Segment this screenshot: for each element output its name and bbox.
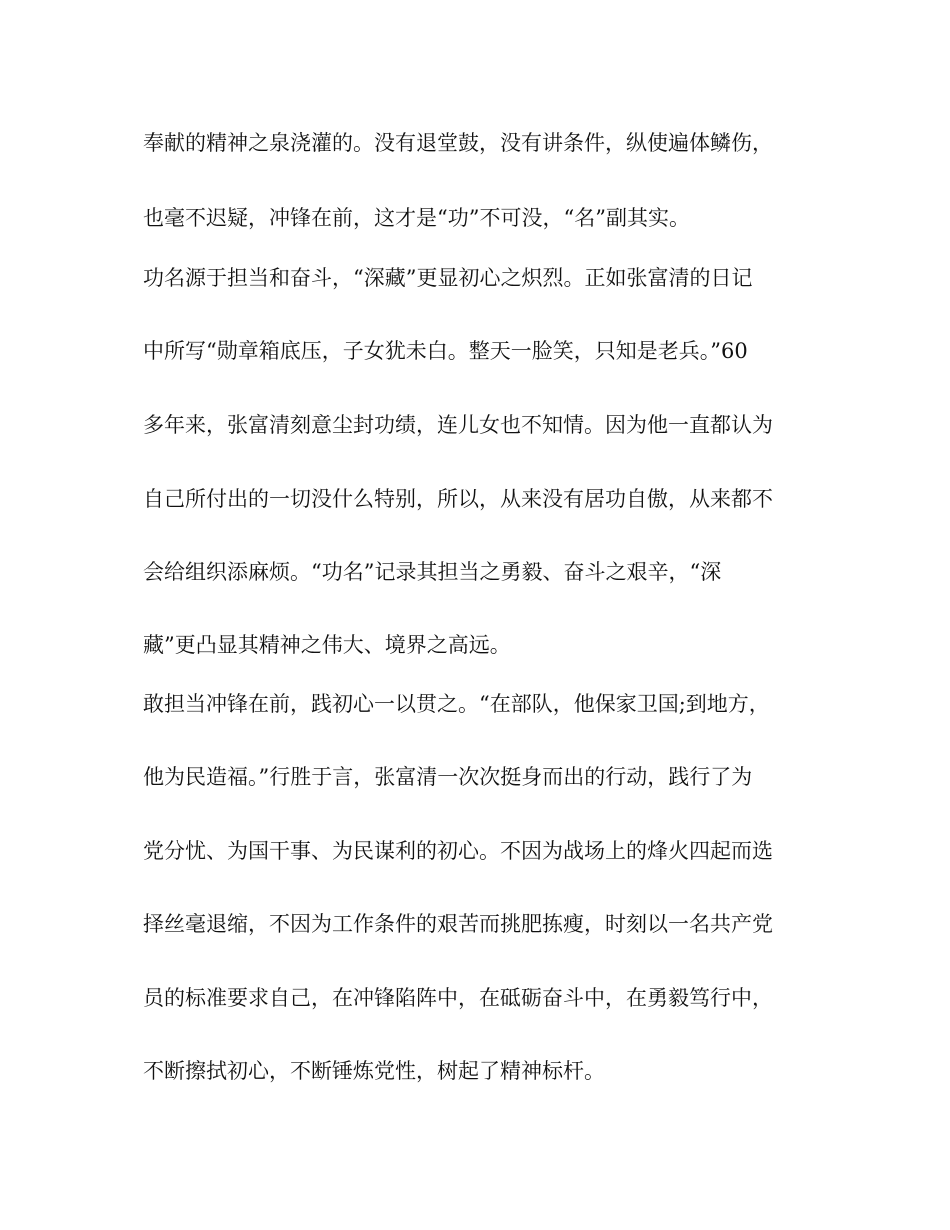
text-line-14: 不断擦拭初心，不断锤炼党性，树起了精神标杆。 (143, 1059, 605, 1083)
text-line-10: 他为民造福。”行胜于言，张富清一次次挺身而出的行动，践行了为 (143, 765, 753, 789)
text-line-9: 敢担当冲锋在前，践初心一以贯之。“在部队，他保家卫国;到地方， (143, 692, 770, 716)
text-line-11: 党分忧、为国干事、为民谋利的初心。不因为战场上的烽火四起而选 (143, 839, 773, 863)
text-line-2: 也毫不迟疑，冲锋在前，这才是“功”不可没，“名”副其实。 (143, 206, 690, 230)
text-line-3: 功名源于担当和奋斗，“深藏”更显初心之炽烈。正如张富清的日记 (143, 266, 753, 290)
text-line-13: 员的标准要求自己，在冲锋陷阵中，在砥砺奋斗中，在勇毅笃行中， (143, 986, 773, 1010)
text-line-7: 会给组织添麻烦。“功名”记录其担当之勇毅、奋斗之艰辛，“深 (143, 560, 722, 584)
text-line-6: 自己所付出的一切没什么特别，所以，从来没有居功自傲，从来都不 (143, 487, 773, 511)
text-line-12: 择丝毫退缩，不因为工作条件的艰苦而挑肥拣瘦，时刻以一名共产党 (143, 912, 773, 936)
text-line-1: 奉献的精神之泉浇灌的。没有退堂鼓，没有讲条件，纵使遍体鳞伤， (143, 131, 773, 155)
text-line-8: 藏”更凸显其精神之伟大、境界之高远。 (143, 633, 511, 657)
text-line-5: 多年来，张富清刻意尘封功绩，连儿女也不知情。因为他一直都认为 (143, 413, 773, 437)
text-line-4: 中所写“勋章箱底压，子女犹未白。整天一脸笑，只知是老兵。”60 (143, 339, 748, 363)
